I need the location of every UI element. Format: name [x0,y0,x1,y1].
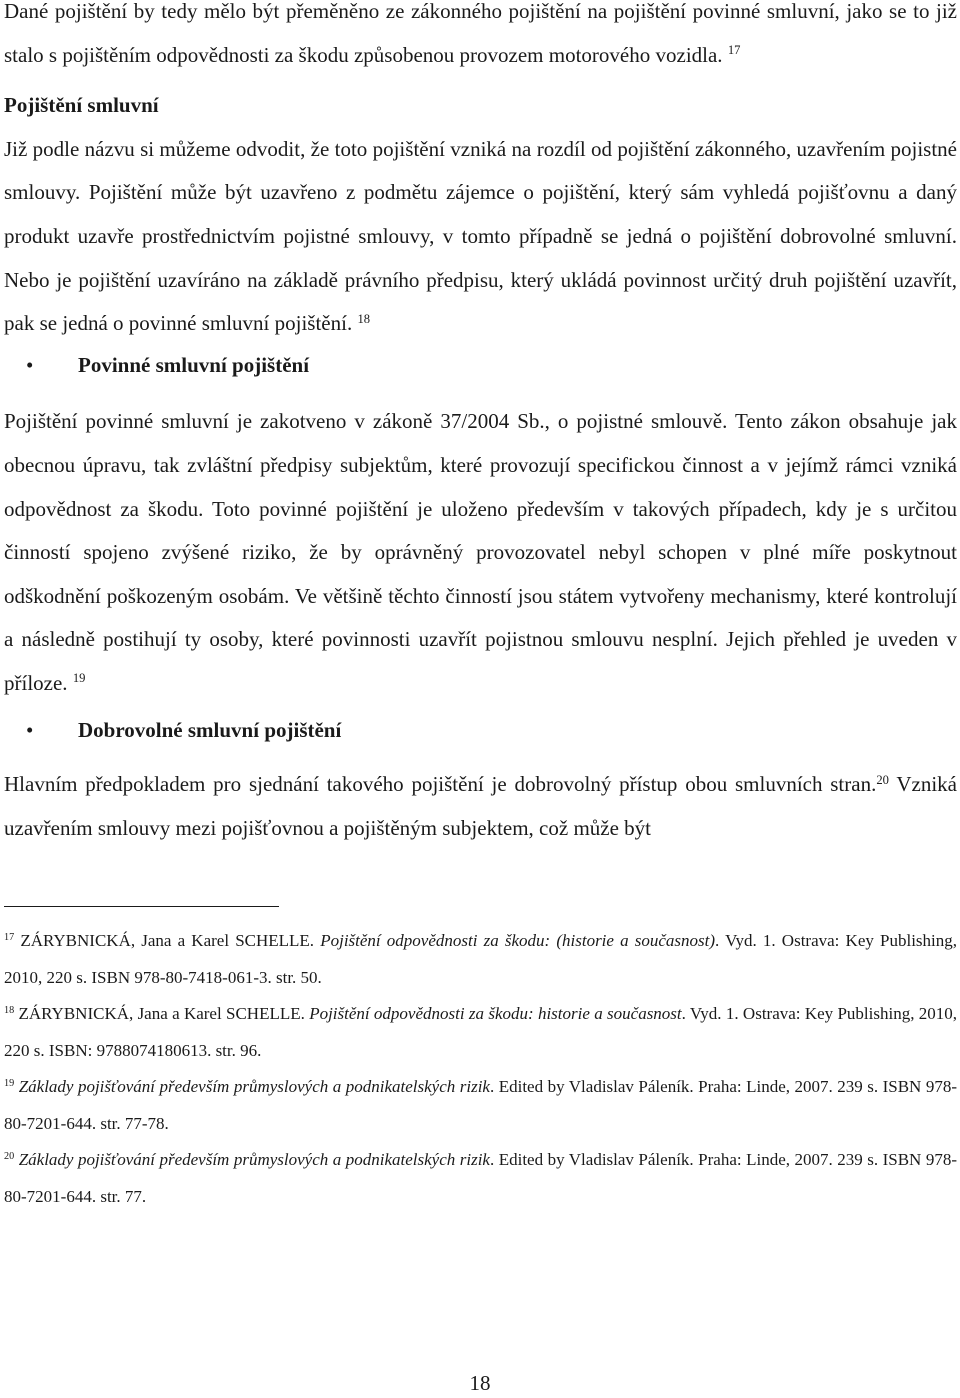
heading-text: Povinné smluvní pojištění [78,352,310,377]
footnote-title: Pojištění odpovědnosti za škodu: historie a současnost [309,1004,682,1024]
footnote-18 [4,996,957,1069]
footnote-ref-18[interactable]: 18 [357,311,371,326]
footnote-publication: . Edited by Vladislav Páleník. Praha: Linde, 2007. 239 s. ISBN 978-80-7201-644. str. 77. [4,1150,957,1206]
footnotes [4,923,957,1215]
footnote-publication: . Vyd. 1. Ostrava: Key Publishing, 2010, 220 s. ISBN 978-80-7418-061-3. str. 50. [4,931,958,987]
paragraph-text: Již podle názvu si můžeme odvodit, že toto pojištění vzniká na rozdíl od pojištění zákonného, uzavřením pojistné smlouvy. Pojištění může být uzavřeno z podmětu zájemce o pojištění, který sám vyhledá pojišťovnu a daný produkt uzavře prostřednictvím pojistné smlouvy, v tomto případně se jedná o pojištění dobrovolné smluvní. Nebo je pojištění uzavíráno na základě právního předpisu, který ukládá povinnost určitý druh pojištění uzavřít, pak se jedná o povinné smluvní pojištění. [4,136,957,336]
paragraph-dobrovolne [4,763,957,850]
page-number: 18 [469,1371,491,1395]
paragraph-text: Vzniká uzavřením smlouvy mezi pojišťovnou a pojištěným subjektem, což může být [4,772,957,840]
paragraph-text: Hlavním předpokladem pro sjednání takového pojištění je dobrovolný přístup obou smluvních stran. [4,772,877,797]
footnote-number: 18 [4,1005,15,1017]
footnote-separator [4,906,279,907]
footnote-title: Základy pojišťování především průmyslových a podnikatelských rizik [18,1150,490,1170]
footnote-ref-19[interactable]: 19 [72,671,86,686]
footnote-publication: . Vyd. 1. Ostrava: Key Publishing, 2010, 220 s. ISBN: 9788074180613. str. 96. [4,1004,958,1060]
footnote-authors: ZÁRYBNICKÁ, Jana a Karel SCHELLE. [18,1004,305,1024]
paragraph-intro [4,0,957,77]
document-page [4,0,957,1215]
footnote-title: Pojištění odpovědnosti za škodu: (historie a současnost) [320,931,716,951]
footnote-19 [4,1069,957,1142]
heading-dobrovolne-smluvni [4,709,957,753]
footnote-number: 20 [4,1151,15,1163]
bullet-icon: • [26,717,34,742]
footnote-ref-20[interactable]: 20 [876,772,889,787]
heading-text: Dobrovolné smluvní pojištění [78,717,342,742]
footnote-20 [4,1142,957,1215]
footnote-number: 19 [4,1078,15,1090]
footnote-authors: ZÁRYBNICKÁ, Jana a Karel SCHELLE. [20,931,315,951]
heading-povinne-smluvni [4,344,957,388]
footnote-publication: . Edited by Vladislav Páleník. Praha: Linde, 2007. 239 s. ISBN 978-80-7201-644. str. 77-78. [4,1077,957,1133]
paragraph-text: Dané pojištění by tedy mělo být přeměněno ze zákonného pojištění na pojištění povinné smluvní, jako se to již stalo s pojištěním odpovědnosti za škodu způsobenou provozem motorového vozidla. [4,0,957,67]
paragraph-povinne [4,400,957,705]
bullet-icon: • [26,352,34,377]
footnote-title: Základy pojišťování především průmyslových a podnikatelských rizik [18,1077,490,1097]
paragraph-text: Pojištění povinné smluvní je zakotveno v zákoně 37/2004 Sb., o pojistné smlouvě. Tento zákon obsahuje jak obecnou úpravu, tak zvláštní předpisy subjektům, které provozují specifickou činnost a v jejímž rámci vzniká odpovědnost za škodu. Toto povinné pojištění je uloženo především v takových případech, kdy je s určitou činností spojeno zvýšené riziko, že by oprávněný provozovatel nebyl schopen v plné míře poskytnout odškodnění poškozeným osobám. Ve většině těchto činností jsou státem vytvořeny mechanismy, které kontrolují a následně postihují ty osoby, které povinnosti uzavřít pojistnou smlouvu nesplní. Jejich přehled je uveden v příloze. [4,409,957,695]
footnote-ref-17[interactable]: 17 [727,43,741,58]
heading-pojisteni-smluvni: Pojištění smluvní [4,93,159,118]
footnote-17 [4,923,957,996]
footnote-number: 17 [4,932,15,944]
paragraph-smluvni [4,128,957,346]
